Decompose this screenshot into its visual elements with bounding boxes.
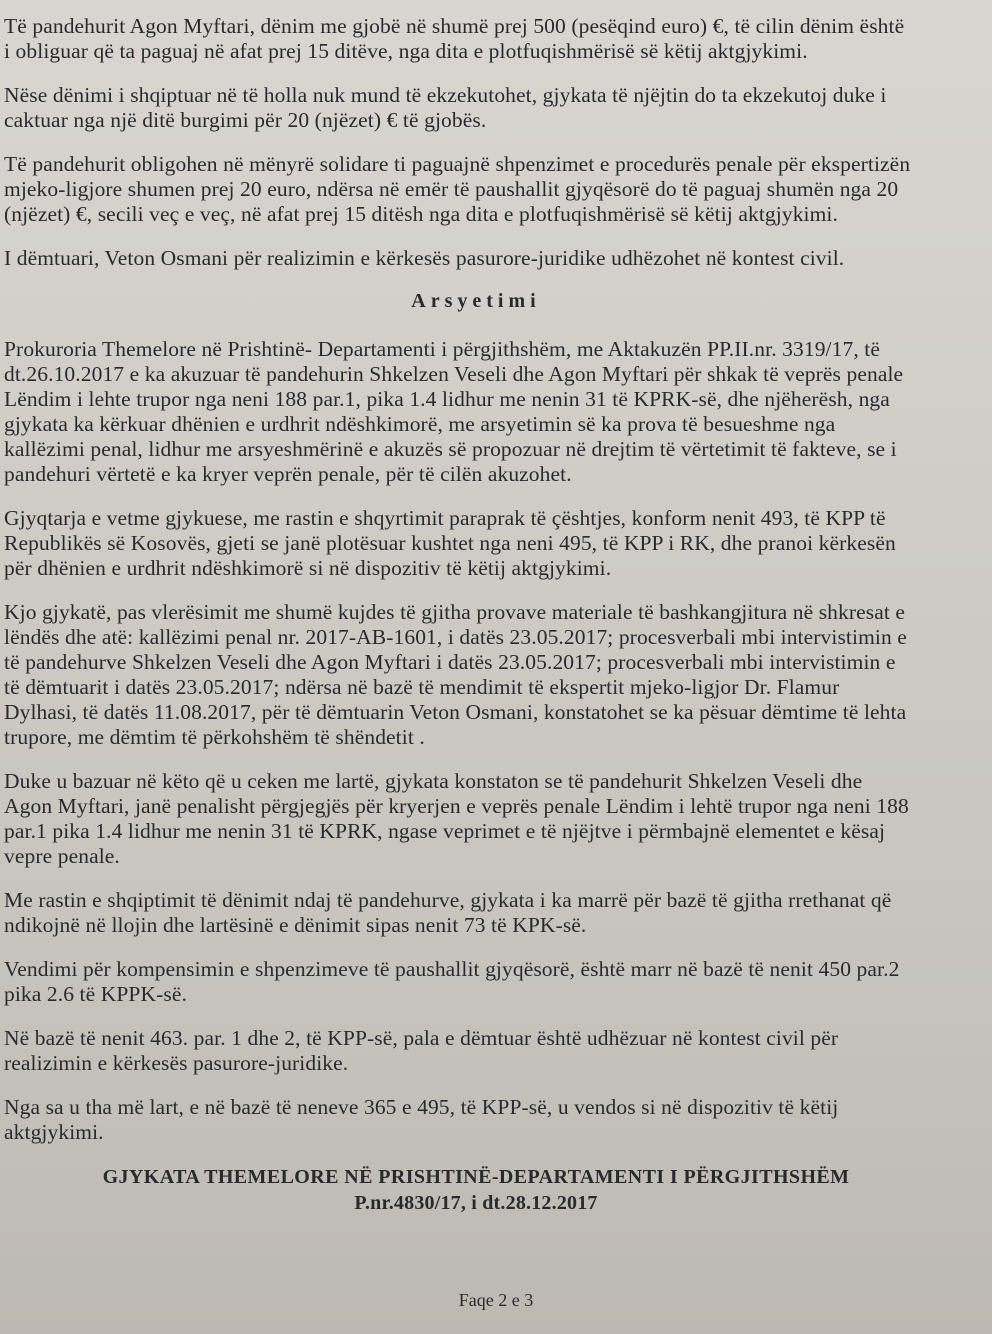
paragraph	[4, 888, 948, 938]
text-line: realizimin e kërkesës pasurore-juridike.	[4, 1051, 349, 1075]
court-signature-block	[4, 1164, 948, 1216]
text-line: (njëzet) €, secili veç e veç, në afat prej 15 ditësh nga dita e plotfuqishmërisë së këtij aktgjykimi.	[4, 202, 838, 226]
paragraph	[4, 83, 948, 133]
text-line: par.1 pika 1.4 lidhur me nenin 31 të KPRK, ngase veprimet e të njëjtve i përmbajnë elementet e kësaj	[4, 819, 886, 843]
court-name: GJYKATA THEMELORE NË PRISHTINË-DEPARTAMENTI I PËRGJITHSHËM	[102, 1166, 850, 1188]
verdict-section	[4, 14, 948, 271]
paragraph	[4, 1095, 948, 1145]
text-line: vepre penale.	[4, 844, 120, 868]
text-line: Me rastin e shqiptimit të dënimit ndaj të pandehurve, gjykata i ka marrë për bazë të gjitha rrethanat që	[4, 888, 892, 912]
text-line: gjykata ka kërkuar dhënien e urdhrit ndëshkimorë, me arsyetimin së ka prova të besueshme nga	[4, 412, 836, 436]
case-reference: P.nr.4830/17, i dt.28.12.2017	[354, 1192, 598, 1214]
text-line: Lëndim i lehte trupor nga neni 188 par.1, pika 1.4 lidhur me nenin 31 të KPRK-së, dhe njëherësh, nga	[4, 387, 890, 411]
text-line: ndikojnë në llojin dhe lartësinë e dënimit sipas nenit 73 të KPK-së.	[4, 913, 587, 937]
text-line: Të pandehurit obligohen në mënyrë solidare ti paguajnë shpenzimet e procedurës penale për ekspertizën	[4, 152, 911, 176]
paragraph	[4, 506, 948, 581]
paragraph	[4, 600, 948, 750]
paragraph	[4, 957, 948, 1007]
page-number: Faqe 2 e 3	[458, 1290, 534, 1310]
text-line: Nëse dënimi i shqiptuar në të holla nuk mund të ekzekutohet, gjykata të njëjtin do ta ekzekutoj duke i	[4, 83, 887, 107]
paragraph	[4, 769, 948, 869]
section-heading: Arsyetimi	[411, 290, 541, 312]
text-line: mjeko-ligjore shumen prej 20 euro, ndërsa në emër të paushallit gjyqësorë do të paguaj shumën nga 20	[4, 177, 899, 201]
text-line: trupore, me dëmtim të përkohshëm të shëndetit .	[4, 725, 425, 749]
paragraph	[4, 14, 948, 64]
text-line: të dëmtuarit i datës 23.05.2017; ndërsa në bazë të mendimit të ekspertit mjeko-ligjor Dr. Flamur	[4, 675, 840, 699]
text-line: pika 2.6 të KPPK-së.	[4, 982, 187, 1006]
text-line: I dëmtuari, Veton Osmani për realizimin e kërkesës pasurore-juridike udhëzohet në kontest civil.	[4, 246, 845, 270]
paragraph	[4, 1026, 948, 1076]
text-line: kallëzimi penal, lidhur me arsyeshmërinë e akuzës së propozuar në drejtim të vërtetimit të fakteve, se i	[4, 437, 897, 461]
text-line: Kjo gjykatë, pas vlerësimit me shumë kujdes të gjitha provave materiale të bashkangjitura në shkresat e	[4, 600, 906, 624]
text-line: pandehuri vërtetë e ka kryer veprën penale, për të cilën akuzohet.	[4, 462, 572, 486]
text-line: Nga sa u tha më lart, e në bazë të neneve 365 e 495, të KPP-së, u vendos si në dispozitiv të këtij	[4, 1095, 839, 1119]
paragraph	[4, 152, 948, 227]
text-line: Prokuroria Themelore në Prishtinë- Departamenti i përgjithshëm, me Aktakuzën PP.II.nr. 3319/17, të	[4, 337, 880, 361]
paragraph	[4, 246, 948, 271]
text-line: caktuar nga një ditë burgimi për 20 (njëzet) € të gjobës.	[4, 108, 487, 132]
reasoning-section	[4, 337, 948, 1145]
text-line: Vendimi për kompensimin e shpenzimeve të paushallit gjyqësorë, është marr në bazë të nenit 450 par.2	[4, 957, 900, 981]
text-line: i obliguar që ta paguaj në afat prej 15 ditëve, nga dita e plotfuqishmërisë së këtij aktgjykimi.	[4, 39, 808, 63]
text-line: Republikës së Kosovës, gjeti se janë plotësuar kushtet nga neni 495, të KPP i RK, dhe pranoi kërkesën	[4, 531, 896, 555]
text-line: Duke u bazuar në këto që u ceken me lartë, gjykata konstaton se të pandehurit Shkelzen Veseli dhe	[4, 769, 863, 793]
text-line: aktgjykimi.	[4, 1120, 104, 1144]
text-line: lëndës dhe atë: kallëzimi penal nr. 2017-AB-1601, i datës 23.05.2017; procesverbali mbi intervistimin e	[4, 625, 907, 649]
text-line: Dylhasi, të datës 11.08.2017, për të dëmtuarin Veton Osmani, konstatohet se ka pësuar dëmtime të lehta	[4, 700, 907, 724]
text-line: të pandehurve Shkelzen Veseli dhe Agon Myftari i datës 23.05.2017; procesverbali mbi intervistimin e	[4, 650, 896, 674]
text-line: dt.26.10.2017 e ka akuzuar të pandehurin Shkelzen Veseli dhe Agon Myftari për shkak të veprës penale	[4, 362, 904, 386]
text-line: Në bazë të nenit 463. par. 1 dhe 2, të KPP-së, pala e dëmtuar është udhëzuar në kontest civil për	[4, 1026, 839, 1050]
text-line: Agon Myftari, janë penalisht përgjegjës për kryerjen e veprës penale Lëndim i lehtë trupor nga neni 188	[4, 794, 909, 818]
text-line: Të pandehurit Agon Myftari, dënim me gjobë në shumë prej 500 (pesëqind euro) €, të cilin dënim është	[4, 14, 905, 38]
paragraph	[4, 337, 948, 487]
text-line: për dhënien e urdhrit ndëshkimorë si në dispozitiv të këtij aktgjykimi.	[4, 556, 612, 580]
text-line: Gjyqtarja e vetme gjykuese, me rastin e shqyrtimit paraprak të çështjes, konform nenit 493, të KPP të	[4, 506, 886, 530]
